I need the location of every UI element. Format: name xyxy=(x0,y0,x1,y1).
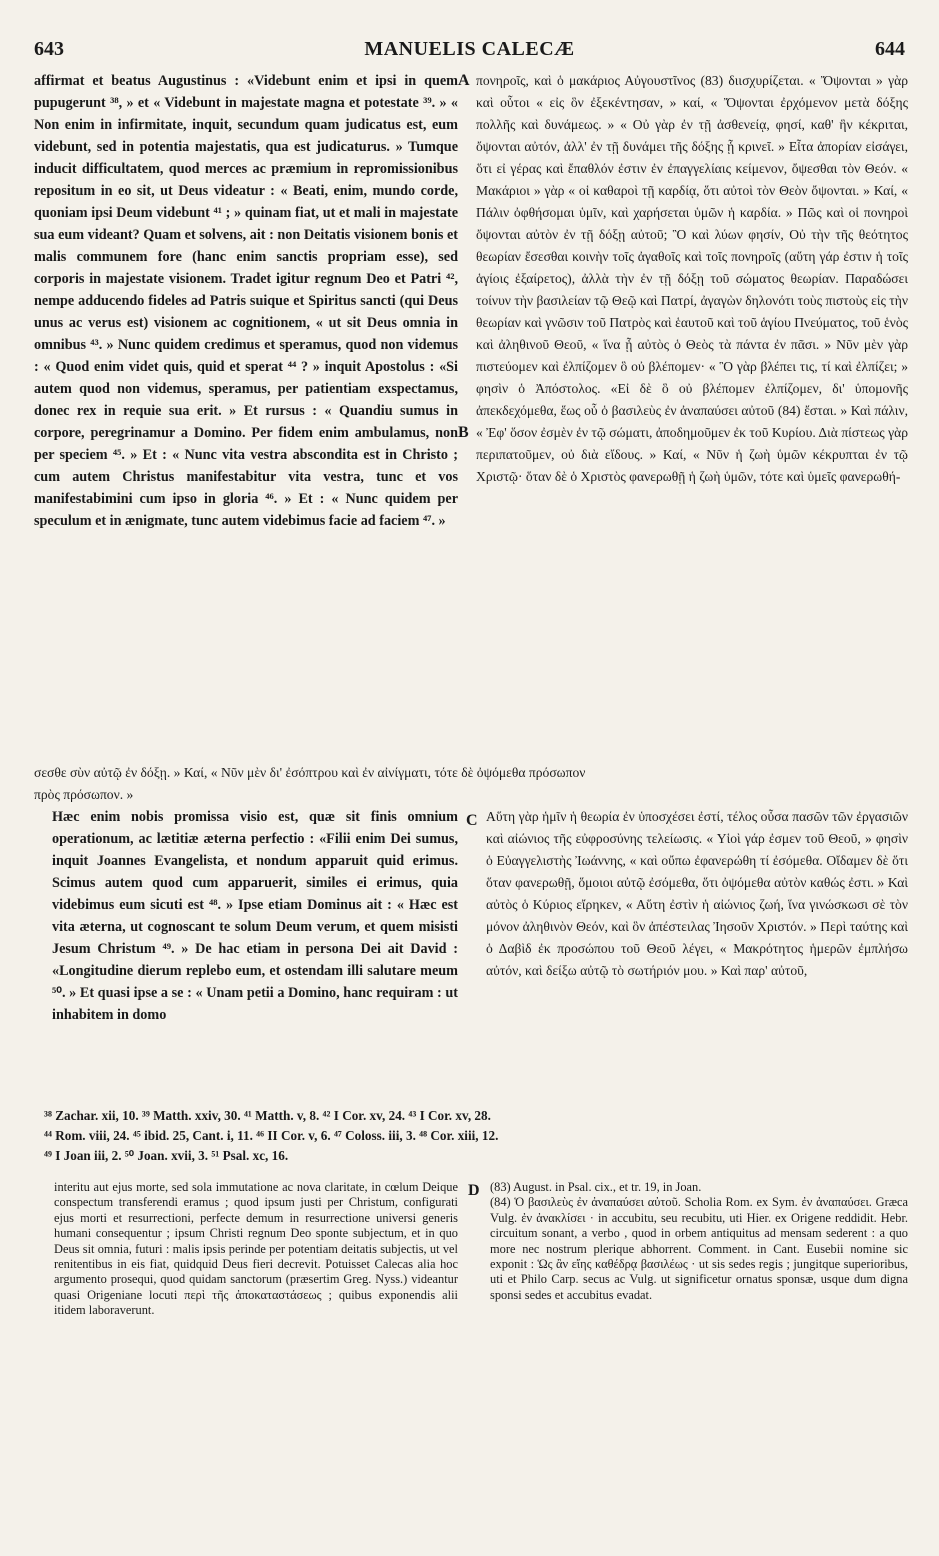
running-title: MANUELIS CALECÆ xyxy=(364,38,575,60)
marker-b: B xyxy=(458,424,469,441)
greek-column-2: Αὕτη γὰρ ἡμῖν ἡ θεωρία ἐν ὑποσχέσει ἐστί, τέλος οὖσα πασῶν τῶν ἐργασιῶν καὶ αἰώνιος τῆς εὐφροσύνης τελείωσις. « Υἱοὶ γάρ ἐσμεν τοῦ Θεοῦ, » φησὶν ὁ Εὐαγγελιστὴς Ἰωάννης, « καὶ οὔπω ἐφανερώθη τί ἐσόμεθα. Οἴδαμεν δὲ ὅτι ὅταν φανερωθῇ, ὅμοιοι αὐτῷ ἐσόμεθα, ὅτι ὀψόμεθα αὐτὸν καθώς ἐστι. » Καὶ αὐτὸς ὁ Κύριος εἴρηκεν, « Αὕτη ἐστὶν ἡ αἰώνιος ζωή, ἵνα γινώσκωσι σὲ τὸν μόνον ἀληθινὸν Θεόν, καὶ ὃν ἀπέστειλας Ἰησοῦν Χριστόν. » Περὶ ταύτης καὶ ὁ Δαβὶδ ἐκ προσώπου τοῦ Θεοῦ λέγει, « Μακρότητος ἡμερῶν ἐμπλήσω αὐτόν, καὶ δείξω αὐτῷ τὸ σωτήριόν μου. » Καὶ παρ' αὐτοῦ, xyxy=(486,809,908,978)
footnote-line-1: ³⁸ Zachar. xii, 10. ³⁹ Matth. xxiv, 30. ⁴¹ Matth. v, 8. ⁴² I Cor. xv, 24. ⁴³ I Cor. xv, 28. xyxy=(44,1108,491,1123)
latin-column-2: Hæc enim nobis promissa visio est, quæ sit finis omnium operationum, ac lætitiæ æterna perfectio : «Filii enim Dei sumus, inquit Joannes Evangelista, et nondum apparuit quid erimus. Scimus autem quod cum apparuerit, similes ei erimus, quia videbimus eum sicuti est ⁴⁸. » Ipse etiam Dominus ait : « Hæc est vita æterna, ut cognoscant te solum Deum verum, et quem misisti Jesum Christum ⁴⁹. » De hac etiam in persona Dei ait David : «Longitudine dierum replebo eum, et ostendam illi salutare meum ⁵⁰. » Et quasi ipse a se : « Unam petii a Domino, hanc requiram : ut inhabitem in domo xyxy=(52,809,458,1023)
note-84: (84) Ὁ βασιλεὺς ἐν ἀναπαύσει αὐτοῦ. Scholia Rom. ex Sym. ἐν ἀναπαύσει. Græca Vulg. ἐν ἀνακλίσει · in accubitu, seu recubitu, uti Hier. ex Origene reddidit. Hebr. circuitum sonant, a verbo , quod in orbem antiquitus ad mensam sederent : a quo more nec nostrum plerique abhorrent. Comment. in Cant. Eusebii nomine sic exponit : Ὡς ἂν εἴης καθέδρᾳ βασιλέως · ut sis sedes regis ; jungitque superioribus, uti et Philo Carp. secus ac Vulg. ut significetur ornatus sponsæ, usque dum digna sponsi sedes et accubitus evadat. xyxy=(490,1195,908,1302)
marker-c: C xyxy=(466,812,478,829)
note-83: (83) August. in Psal. cix., et tr. 19, in Joan. xyxy=(490,1180,702,1194)
notes-left-column: interitu aut ejus morte, sed sola immutatione ac nova claritate, in cœlum Deique conspectum transferendi eramus ; quod ipsum justi per Christum, configurati ejus morti et resurrectioni, perfecte demum in resurrectione universi generis humani consequentur ; ipsum Christi regnum Deo sponte subjectum, et in quo Deus sit omnia, futuri : malis ipsis perinde per potentiam deitatis subjectis, ut vel renitentibus in eis fiat, quidquid Deus fieri decrevit. Potuisset Calecas alia hoc argumento prosequi, quod quidam sanctorum (præsertim Greg. Nyss.) videantur quasi Origeniane locuti περὶ τῆς ἀποκαταστάσεως ; quibus exponendis alii itidem laboraverunt. xyxy=(54,1180,458,1318)
page-number-right: 644 xyxy=(875,38,905,60)
greek-column-1: πονηροῖς, καὶ ὁ μακάριος Αὐγουστῖνος (83) διισχυρίζεται. « Ὄψονται » γὰρ καὶ οὗτοι « εἰς ὃν ἐξεκέντησαν, » καί, « Ὄψονται ἐρχόμενον μετὰ δόξης πολλῆς καὶ δυνάμεως. » « Οὐ γὰρ ἐν τῇ ἀσθενείᾳ, φησί, καθ' ἣν κέκριται, ὄψονται αὐτόν, ἀλλ' ἐν τῇ δυνάμει τῆς δόξης ᾗ κρινεῖ. » Εἶτα ἀπορίαν εἰσάγει, ὅτι εἰ γέρας καὶ ἔπαθλόν ἐστιν ἐν ἐπαγγελίαις κείμενον, ὄψεσθαι τὸν Θεόν. « Μακάριοι » γὰρ « οἱ καθαροὶ τῇ καρδίᾳ, ὅτι αὐτοὶ τὸν Θεὸν ὄψονται. » Καί, « Πάλιν ὀφθήσομαι ὑμῖν, καὶ χαρήσεται ὑμῶν ἡ καρδία. » Πῶς καὶ οἱ πονηροὶ ὄψονται αὐτὸν ἐν τῇ δόξῃ αὐτοῦ; Ὃ καὶ λύων φησίν, Οὐ τὴν τῆς θεότητος θεωρίαν ἔσεσθαι κοινὴν τοῖς ἀγαθοῖς καὶ τοῖς πονηροῖς (αὕτη γάρ ἐστιν ἡ τοῖς ἁγίοις ἐξαίρετος), ἀλλὰ τὴν ἐν τῇ δόξῃ τοῦ σώματος θεωρίαν. Παραδώσει τοίνυν τὴν βασιλείαν τῷ Θεῷ καὶ Πατρί, ἀγαγὼν δηλονότι τοὺς πιστοὺς εἰς τὴν θεωρίαν καὶ γνῶσιν τοῦ Πατρὸς καὶ ἑαυτοῦ καὶ τοῦ ἁγίου Πνεύματος, τοῦ ἑνὸς καὶ ἀληθινοῦ Θεοῦ, « ἵνα ᾖ αὐτὸς ὁ Θεὸς τὰ πάντα ἐν πᾶσι. » Νῦν μὲν γὰρ πιστεύομεν καὶ ἐλπίζομεν ὃ οὐ βλέπομεν· « Ὃ γὰρ βλέπει τις, τί καὶ ἐλπίζει; » φησὶν ὁ Ἀπόστολος. «Εἰ δὲ ὃ οὐ βλέπομεν ἐλπίζομεν, δι' ὑπομονῆς ἀπεκδεχόμεθα, ἕως οὗ ὁ βασιλεὺς ἐν ἀναπαύσει αὐτοῦ (84) ἔσται. » Καὶ πάλιν, « Ἐφ' ὅσον ἐσμὲν ἐν τῷ σώματι, ἀποδημοῦμεν ἐκ τοῦ Κυρίου. Διὰ πίστεως γὰρ περιπατοῦμεν, οὐ διὰ εἴδους. » Καί, « Νῦν ἡ ζωὴ ὑμῶν κέκρυπται ἐν τῷ Χριστῷ· ὅταν δὲ ὁ Χριστὸς φανερωθῇ ἡ ζωὴ ὑμῶν, τότε καὶ ὑμεῖς φανερωθή- xyxy=(476,73,908,484)
notes-right-column xyxy=(490,1180,908,1450)
footnote-line-3: ⁴⁹ I Joan iii, 2. ⁵⁰ Joan. xvii, 3. ⁵¹ Psal. xc, 16. xyxy=(44,1148,289,1163)
footnote-line-2: ⁴⁴ Rom. viii, 24. ⁴⁵ ibid. 25, Cant. i, 11. ⁴⁶ II Cor. v, 6. ⁴⁷ Coloss. iii, 3. ⁴⁸ Cor. xiii, 12. xyxy=(44,1128,499,1143)
running-header xyxy=(34,38,905,64)
greek-full-line-1: σεσθε σὺν αὐτῷ ἐν δόξῃ. » Καί, « Νῦν μὲν δι' ἐσόπτρου καὶ ἐν αἰνίγματι, τότε δὲ ὀψόμεθα πρόσωπον xyxy=(34,765,586,780)
greek-full-line-2: πρὸς πρόσωπον. » xyxy=(34,787,134,802)
page-number-left: 643 xyxy=(34,38,64,60)
marker-a: A xyxy=(458,72,470,89)
marker-d: D xyxy=(468,1182,480,1199)
latin-column-1: affirmat et beatus Augustinus : «Videbunt enim et ipsi in quem pupugerunt ³⁸, » et « Videbunt in majestate magna et potestate ³⁹. » « Non enim in infirmitate, inquit, secundum quam judicatus est, eum videbunt, sed in potentia majestatis, qua est judicaturus. » Tumque inducit difficultatem, quod merces ac præmium in repromissionibus repositum in eo sit, ut Deus videatur : « Beati, enim, mundo corde, quoniam ipsi Deum videbunt ⁴¹ ; » quinam fiat, ut et mali in majestate sua eum videant? Quam et solvens, ait : non Deitatis visionem bonis et malis communem fore (hanc enim sanctis propriam esse), sed corporis in majestate visionem. Tradet igitur regnum Deo et Patri ⁴², nempe adducendo fideles ad Patris suique et Spiritus sancti (qui Deus unus ac verus est) visionem ac cognitionem, « ut sit Deus omnia in omnibus ⁴³. » Nunc quidem credimus et speramus, quod non videmus : « Quod enim videt quis, quid et sperat ⁴⁴ ? » inquit Apostolus : «Si autem quod non videmus, speramus, per patientiam exspectamus, donec rex in requie sua erit. » Et rursus : « Quandiu sumus in corpore, peregrinamur a Domino. Per fidem enim ambulamus, non per speciem ⁴⁵. » Et : « Nunc vita vestra abscondita est in Christo ; cum autem Christus manifestabitur vita vestra, tunc et vos manifestabimini cum ipso in gloria ⁴⁶. » Et : « Nunc quidem per speculum et in ænigmate, tunc autem videbimus facie ad faciem ⁴⁷. » xyxy=(34,73,458,529)
